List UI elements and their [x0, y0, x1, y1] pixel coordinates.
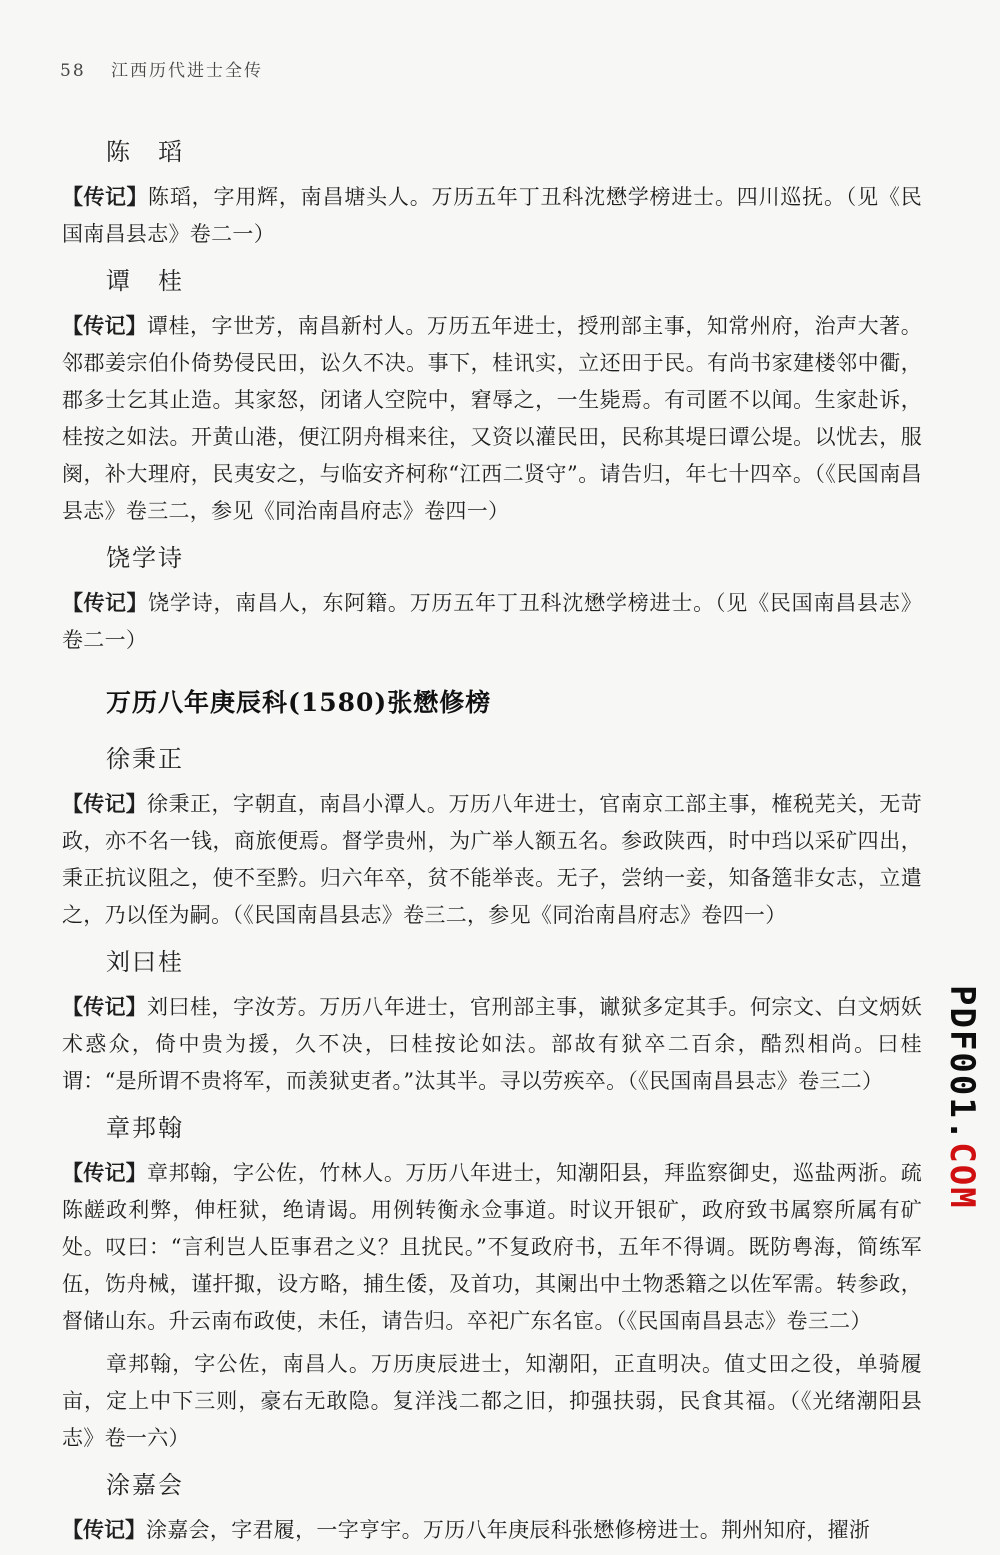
bio-tag: 【传记】: [62, 994, 147, 1019]
running-head: [60, 56, 263, 81]
bio-text: 章邦翰，字公佐，竹林人。万历八年进士，知潮阳县，拜监察御史，巡盐两浙。疏陈鹾政利弊，伸枉狱，绝请谒。用例转衡永佥事道。时议开银矿，政府致书属察所属有矿处。叹曰：“言利岂人臣事君之义？且扰民。”不复政府书，五年不得调。既防粤海，简练军伍，饬舟械，谨扞掫，设方略，捕生倭，及首功，其阑出中土物悉籍之以佐军需。转参政，督储山东。升云南布政使，未任，请告归。卒祀广东名宦。（《民国南昌县志》卷三二）: [62, 1161, 923, 1333]
entry-bio-tu-jiahui: [62, 1511, 922, 1549]
bio-text: 陈瑫，字用辉，南昌塘头人。万历五年丁丑科沈懋学榜进士。四川巡抚。（见《民国南昌县志》卷二一）: [62, 185, 923, 246]
entry-bio-rao-xueshi: [62, 584, 922, 659]
entry-name-zhang-banghan: 章邦翰: [106, 1114, 184, 1142]
entry-name-chen-tao: 陈 瑫: [106, 138, 184, 166]
entry-bio-xu-bingzheng: [62, 785, 922, 934]
bio-tag: 【传记】: [62, 1160, 147, 1185]
bio-text: 涂嘉会，字君履，一字亨宇。万历八年庚辰科张懋修榜进士。荆州知府，擢浙: [146, 1518, 871, 1542]
bio-tag: 【传记】: [62, 313, 147, 338]
entry-name-rao-xueshi: 饶学诗: [106, 544, 184, 572]
bio-text: 谭桂，字世芳，南昌新村人。万历五年进士，授刑部主事，知常州府，治声大著。邻郡姜宗伯仆倚势侵民田，讼久不决。事下，桂讯实，立还田于民。有尚书家建楼邻中衢，郡多士乞其止造。其家怒，闭诸人空院中，窘辱之，一生毙焉。有司匿不以闻。生家赴诉，桂按之如法。开黄山港，便江阴舟楫来往，又资以灌民田，民称其堤曰谭公堤。以忧去，服阕，补大理府，民夷安之，与临安齐柯称“江西二贤守”。请告归，年七十四卒。（《民国南昌县志》卷三二，参见《同治南昌府志》卷四一）: [62, 314, 923, 523]
watermark-accent: COM: [942, 1142, 982, 1210]
section-title: 万历八年庚辰科(1580)张懋修榜: [106, 688, 492, 717]
entry-name-liu-yuegui: 刘曰桂: [106, 948, 184, 976]
bio-text: 刘曰桂，字汝芳。万历八年进士，官刑部主事，谳狱多定其手。何宗文、白文炳妖术惑众，倚中贵为援，久不决，曰桂按论如法。部故有狱卒二百余，酷烈相尚。曰桂谓：“是所谓不贵将军，而羡狱吏者。”汰其半。寻以劳疾卒。（《民国南昌县志》卷三二）: [62, 995, 923, 1093]
bio-tag: 【传记】: [62, 791, 147, 816]
book-title: 江西历代进士全传: [111, 61, 264, 81]
bio-text: 饶学诗，南昌人，东阿籍。万历五年丁丑科沈懋学榜进士。（见《民国南昌县志》卷二一）: [62, 591, 923, 652]
entry-bio-liu-yuegui: [62, 988, 922, 1100]
watermark-main: PDF001.: [942, 985, 982, 1143]
page-number: 58: [60, 61, 86, 81]
entry-bio-zhang-banghan-2: 章邦翰，字公佐，南昌人。万历庚辰进士，知潮阳，正直明决。值丈田之役，单骑履亩，定上中下三则，豪右无敢隐。复洋浅二都之旧，抑强扶弱，民食其福。（《光绪潮阳县志》卷一六）: [62, 1352, 922, 1450]
bio-tag: 【传记】: [62, 184, 149, 209]
entry-name-tu-jiahui: 涂嘉会: [106, 1471, 184, 1499]
entry-name-tan-gui: 谭 桂: [106, 267, 184, 295]
entry-bio-tan-gui: [62, 307, 922, 530]
entry-name-xu-bingzheng: 徐秉正: [106, 745, 184, 773]
site-watermark: [942, 985, 982, 1210]
entry-bio-zhang-banghan: [62, 1154, 922, 1340]
bio-tag: 【传记】: [62, 1517, 146, 1542]
bio-tag: 【传记】: [62, 590, 149, 615]
page-content: [62, 130, 922, 1555]
bio-text: 徐秉正，字朝直，南昌小潭人。万历八年进士，官南京工部主事，榷税芜关，无苛政，亦不名一钱，商旅便焉。督学贵州，为广举人额五名。参政陕西，时中珰以采矿四出，秉正抗议阻之，使不至黔。归六年卒，贫不能举丧。无子，尝纳一妾，知备簉非女志，立遣之，乃以侄为嗣。（《民国南昌县志》卷三二，参见《同治南昌府志》卷四一）: [62, 792, 923, 927]
entry-bio-chen-tao: [62, 178, 922, 253]
